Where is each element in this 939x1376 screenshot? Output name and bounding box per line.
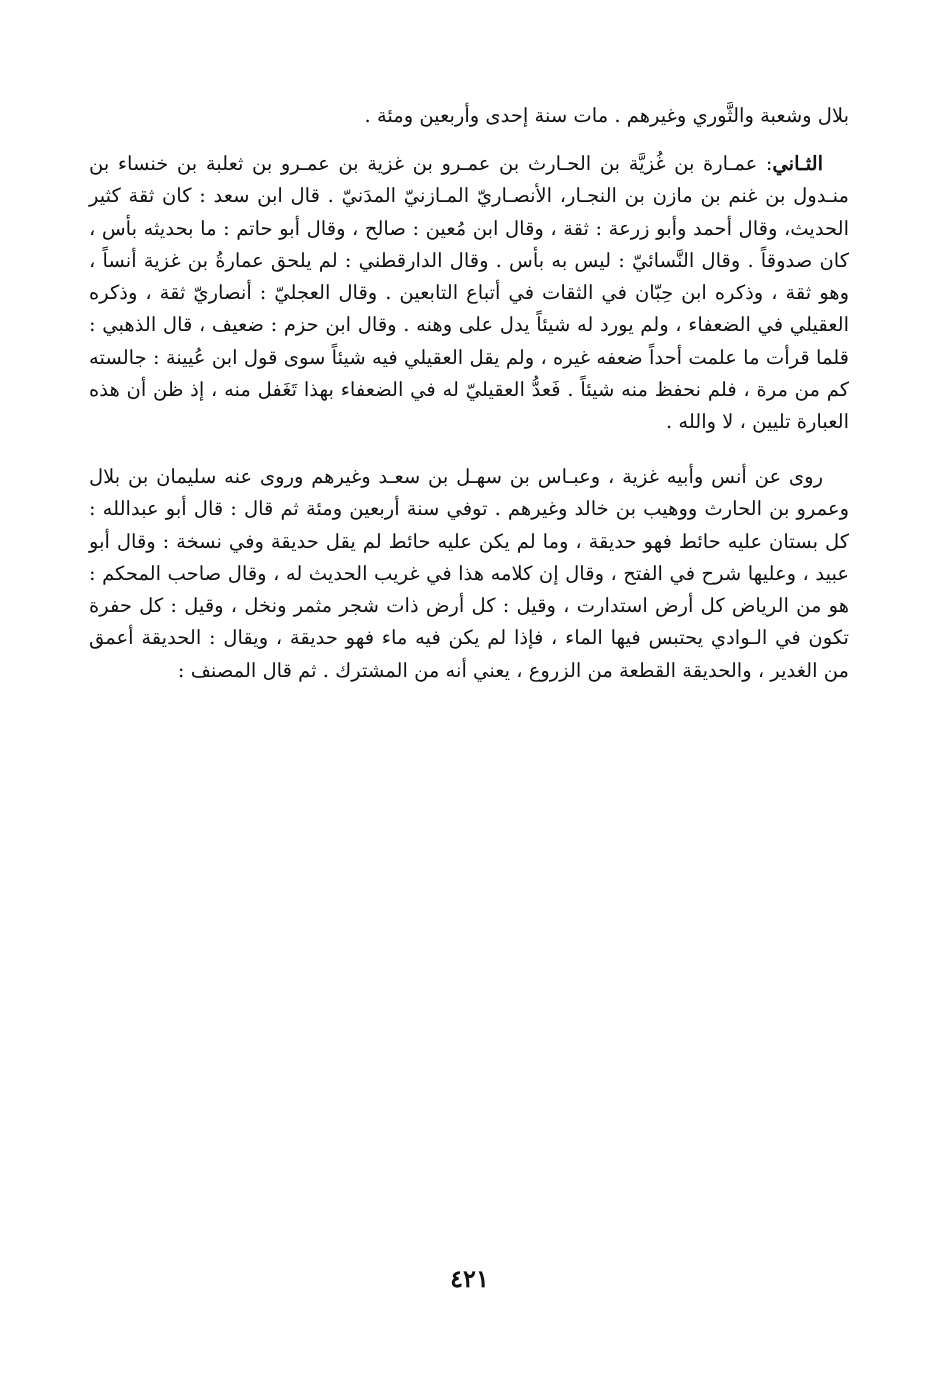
paragraph-text: روى عن أنس وأبيه غزية ، وعبـاس بن سهـل بن سعـد وغيرهم وروى عنه سليمان بن بلال وعمرو بن الحارث ووهيب بن خالد وغيرهم . توفي سنة أربعين ومئة ثم قال : قال أبو عبدالله : كل بستان عليه حائط فهو حديقة ، وما لم يكن عليه حائط لم يقل حديقة وفي نسخة : وقال أبو عبيد ، وعليها شرح في الفتح ، وقال إن كلامه هذا في غريب الحديث له ، وقال صاحب المحكم : هو من الرياض كل أرض استدارت ، وقيل : كل أرض ذات شجر مثمر ونخل ، وقيل : كل حفرة تكون في الـوادي يحتبس فيها الماء ، فإذا لم يكن فيه ماء فهو حديقة ، ويقال : الحديقة أعمق من الغدير ، والحديقة القطعة من الزروع ، يعني أنه من المشترك . ثم قال المصنف : — [89, 465, 849, 682]
paragraph-text: بلال وشعبة والثَّوري وغيرهم . مات سنة إحدى وأربعين ومئة . — [364, 104, 849, 127]
page-number: ٤٢١ — [450, 1264, 489, 1293]
paragraph-lead-word: الثـاني — [772, 152, 823, 175]
paragraph-commentary — [89, 461, 849, 687]
paragraph-continuation — [89, 100, 849, 132]
paragraph-body: : عمـارة بن غُزيَّة بن الحـارث بن عمـرو بن غزية بن عمـرو بن ثعلبة بن خنساء بن منـدول بن غنم بن مازن بن النجـار، الأنصـاريّ المـازنيّ المدَنيّ . قال ابن سعد : كان ثقة كثير الحديث، وقال أحمد وأبو زرعة : ثقة ، وقال ابن مُعين : صالح ، وقال أبو حاتم : ما بحديثه بأس ، كان صدوقاً . وقال النَّسائيّ : ليس به بأس . وقال الدارقطني : لم يلحق عمارةُ بن غزية أنساً ، وهو ثقة ، وذكره ابن حِبّان في الثقات في أتباع التابعين . وقال العجليّ : أنصاريّ ثقة ، وذكره العقيلي في الضعفاء ، ولم يورد له شيئاً يدل على وهنه . وقال ابن حزم : ضعيف ، قال الذهبي : قلما قرأت ما علمت أحداً ضعفه غيره ، ولم يقل العقيلي فيه شيئاً سوى قول ابن عُيينة : جالسته كم من مرة ، فلم نحفظ منه شيئاً . فَعدُّ العقيليّ له في الضعفاء بهذا تَغَفل منه ، إذ ظن أن هذه العبارة تليين ، لا والله . — [89, 152, 849, 434]
paragraph-narrator-biography — [89, 148, 849, 439]
paragraph-text — [89, 148, 849, 439]
